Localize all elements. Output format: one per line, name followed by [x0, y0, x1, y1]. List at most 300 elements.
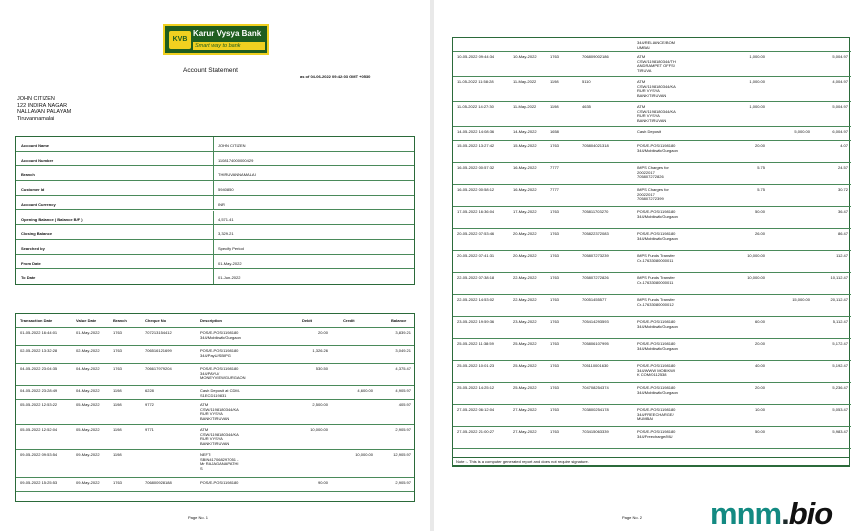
txn-balance: 5,112.47: [832, 319, 848, 324]
txn-description-line: Cr-17633080000012: [637, 301, 674, 307]
txn-description-line: RUR VYSYA: [200, 436, 223, 442]
txn-value-date: 04-May-2022: [76, 366, 100, 371]
txn-value-date: 27-May-2022: [513, 429, 537, 434]
bank-logo-abbr: KVB: [169, 31, 191, 49]
txn-description-line: CSW/1198180344/KA: [637, 108, 676, 114]
txn-balance: 5,004.97: [832, 104, 848, 109]
column-header: Transaction Date: [20, 318, 53, 323]
txn-cheque-no: 705110001630: [582, 363, 609, 368]
transaction-row: [453, 141, 851, 163]
txn-date: 09-05-2022 15:25:53: [20, 480, 58, 485]
txn-description-line: NEFT:: [200, 452, 212, 457]
txn-branch: 1198: [113, 427, 122, 432]
address-line: JOHN CITIZEN: [17, 96, 55, 102]
txn-branch: 7777: [550, 187, 559, 192]
txn-date: 22-05-2022 07:38:18: [457, 275, 495, 280]
txn-description-line: POS/E-POS/1198180: [200, 330, 239, 335]
txn-description-line: POS/E-POS/1198180: [637, 429, 676, 434]
statement-title: Account Statement: [183, 67, 238, 74]
txn-debit: 50.00: [754, 429, 765, 434]
transaction-row: [16, 478, 414, 492]
txn-description-line: BANK/TIRUVAN: [637, 117, 667, 123]
txn-cheque-no: 705807273239: [582, 253, 609, 258]
txn-value-date: 20-May-2022: [513, 253, 537, 258]
transaction-row: [453, 185, 851, 207]
txn-debit: 20.00: [754, 385, 765, 390]
txn-balance: 36.47: [837, 209, 848, 214]
txn-description-line: IMPS Funds Transfer: [637, 253, 675, 258]
txn-description-line: POS/E-POS/1198180: [637, 231, 676, 236]
page-number: Page No. 1: [188, 515, 209, 520]
txn-value-date: 23-May-2022: [513, 319, 537, 324]
txn-description-line: 344/Mobikwik/Gurgaon: [637, 235, 678, 241]
txn-cheque-no: 705414293593: [582, 319, 609, 324]
txn-credit: 15,000.00: [792, 297, 810, 302]
txn-balance: 5,053.47: [832, 407, 848, 412]
transaction-row: [16, 364, 414, 386]
txn-description-line: 344/Mobikwik/Gurgaon: [200, 334, 241, 340]
column-header: Debit: [302, 318, 312, 323]
txn-balance: 2,905.97: [395, 427, 411, 432]
txn-credit: 4,600.00: [357, 388, 373, 393]
bank-tagline: Smart way to bank: [193, 42, 265, 50]
transaction-row: [453, 317, 851, 339]
txn-branch: 7777: [550, 165, 559, 170]
txn-cheque-no: 70051455577: [582, 297, 607, 302]
bank-logo: [163, 24, 269, 55]
txn-value-date: 15-May-2022: [513, 143, 537, 148]
txn-date: 22-05-2022 14:53:02: [457, 297, 495, 302]
account-summary-row: [16, 240, 414, 255]
txn-branch: 1763: [550, 297, 559, 302]
txn-date: 11-05-2022 14:27:30: [457, 104, 494, 109]
summary-label: Account Currency: [21, 201, 56, 207]
txn-date: 04-05-2022 23:28:49: [20, 388, 58, 393]
txn-date: 09-05-2022 09:53:54: [20, 452, 58, 457]
txn-balance: 20,112.47: [830, 297, 848, 302]
txn-debit: 60.00: [754, 319, 765, 324]
txn-cheque-no: 706809002186: [582, 54, 609, 59]
txn-date: 02-05-2022 13:32:28: [20, 348, 58, 353]
txn-value-date: 10-May-2022: [513, 54, 537, 59]
txn-date: 15-05-2022 13:27:42: [457, 143, 495, 148]
txn-branch: 1198: [550, 104, 559, 109]
txn-balance: 3,049.21: [395, 348, 411, 353]
txn-debit: 1,326.26: [312, 348, 328, 353]
txn-description-line: IMPS Charges for: [637, 165, 669, 170]
column-header: Branch: [113, 318, 127, 323]
txn-description-line: MONEYVIEWGURGAON: [200, 375, 246, 381]
txn-cheque-no: 704708254374: [582, 385, 609, 390]
column-divider: [213, 166, 214, 180]
transaction-row: [453, 405, 851, 427]
txn-debit: 50.00: [754, 209, 765, 214]
txn-debit: 26.00: [754, 231, 765, 236]
txn-description-line: RUR VYSYA: [637, 88, 660, 94]
txn-description-line: ANDRAMPET OFFS/: [637, 63, 675, 69]
column-divider: [213, 196, 214, 210]
account-summary-row: [16, 152, 414, 167]
transaction-row: [453, 163, 851, 185]
txn-description-line: BANK/TIRUVAN: [200, 440, 230, 446]
txn-description-line: S1ECD119831: [200, 392, 227, 398]
address-line: NALLAVAN PALAYAM: [17, 109, 72, 115]
txn-description-line: POS/E-POS/1198180: [200, 348, 239, 353]
txn-date: 27-05-2022 21:00:27: [457, 429, 495, 434]
txn-date: 20-05-2022 07:53:46: [457, 231, 495, 236]
txn-cheque-no: 9771: [145, 427, 154, 432]
txn-description-line: 20022017: [637, 191, 655, 197]
txn-debit: 10.00: [754, 407, 765, 412]
txn-balance: 112.47: [836, 253, 848, 258]
transaction-row: [453, 38, 851, 52]
txn-description-line: 344/PAYU/: [200, 370, 220, 376]
txn-balance: 6,004.97: [832, 129, 848, 134]
txn-cheque-no: 707213154412: [145, 330, 172, 335]
summary-label: Account Name: [21, 143, 50, 148]
txn-branch: 1198: [113, 402, 122, 407]
column-header: Description: [200, 318, 223, 323]
txn-balance: 5,983.47: [832, 429, 848, 434]
txn-description-line: POS/E-POS/1198180: [637, 209, 676, 214]
txn-cheque-no: 4635: [582, 104, 591, 109]
summary-value: 1108174000000429: [218, 157, 254, 163]
txn-description-line: IMPS Funds Transfer: [637, 297, 675, 302]
txn-date: 23-05-2022 19:59:36: [457, 319, 495, 324]
transaction-row: [16, 346, 414, 364]
column-header: Credit: [343, 318, 355, 323]
transaction-row: [16, 450, 414, 478]
txn-cheque-no: 706617979204: [145, 366, 172, 371]
txn-value-date: 22-May-2022: [513, 297, 537, 302]
txn-value-date: 16-May-2022: [513, 187, 537, 192]
txn-branch: 1658: [550, 129, 559, 134]
txn-date: 25-05-2022 10:01:23: [457, 363, 495, 368]
txn-branch: 1763: [550, 341, 559, 346]
txn-value-date: 22-May-2022: [513, 275, 537, 280]
watermark-dot: .: [781, 496, 789, 531]
statement-as-of: as of 04-06-2022 09:42:03 GMT +0530: [300, 74, 371, 79]
address-line: Tiruvannamalai: [17, 115, 55, 122]
txn-balance: 5,236.47: [832, 385, 848, 390]
txn-description-line: Cr-17633080000011: [637, 257, 674, 263]
txn-description-line: 705807272826: [637, 174, 664, 180]
txn-balance: 5,192.47: [832, 363, 848, 368]
txn-description-line: IMPS Funds Transfer: [637, 275, 675, 280]
txn-branch: 1198: [113, 452, 122, 457]
txn-description-line: CSW/1198180344/TH: [637, 58, 676, 64]
summary-value: 01-May-2022: [218, 260, 242, 266]
account-summary-row: [16, 269, 414, 284]
txn-debit: 1,000.00: [749, 79, 765, 84]
txn-debit: 5.75: [757, 165, 765, 170]
txn-description-line: 705807272399: [637, 196, 664, 202]
txn-value-date: 02-May-2022: [76, 348, 100, 353]
txn-balance: 4.07: [840, 143, 848, 148]
address-line: 122 INDIRA NAGAR: [17, 102, 68, 109]
summary-value: INR: [218, 201, 225, 207]
txn-description-line: ATM: [200, 402, 209, 407]
column-header: Cheque No: [145, 318, 167, 323]
txn-description-line: 344/Mobikwik/Gurgaon: [637, 389, 678, 395]
txn-cheque-no: 705811703270: [582, 209, 609, 214]
txn-date: 17-05-2022 16:36:04: [457, 209, 495, 214]
bank-name: Karur Vysya Bank: [193, 29, 262, 38]
txn-cheque-no: 705806107995: [582, 341, 609, 346]
txn-description-line: POS/E-POS/1198180: [637, 143, 676, 148]
txn-value-date: 05-May-2022: [76, 402, 100, 407]
txn-value-date: 11-May-2022: [513, 104, 537, 109]
transaction-row: [453, 102, 851, 127]
txn-description-line: MUMBAI: [637, 416, 653, 422]
txn-balance: 4,375.47: [395, 366, 411, 371]
txn-description-line: Mr RAJAGANAPATHI: [200, 461, 239, 467]
txn-balance: 3,839.21: [395, 330, 411, 335]
transaction-row: [453, 273, 851, 295]
summary-label: Searched by: [21, 245, 45, 251]
txn-value-date: 16-May-2022: [513, 165, 537, 170]
txn-date: 01-05-2022 16:44:01: [20, 330, 58, 335]
txn-balance: 5,004.97: [832, 54, 848, 59]
txn-description-line: RUR VYSYA: [637, 113, 660, 119]
transaction-row: [453, 52, 851, 77]
txn-branch: 1763: [550, 429, 559, 434]
account-summary-row: [16, 255, 414, 270]
summary-label: Branch: [21, 172, 35, 178]
txn-description-line: IMPS Charges for: [637, 187, 669, 192]
txn-description-line: 344/Freecharge/MU: [637, 433, 673, 439]
txn-branch: 1763: [550, 363, 559, 368]
txn-description-line: RUR VYSYA: [200, 411, 223, 417]
txn-branch: 1763: [550, 407, 559, 412]
transaction-row: [16, 425, 414, 450]
txn-branch: 1763: [550, 231, 559, 236]
txn-description-line: 344/Mobikwik/Gurgaon: [637, 345, 678, 351]
txn-value-date: 01-May-2022: [76, 330, 100, 335]
account-summary-table: [15, 136, 415, 285]
txn-description-line: CSW/1198180344/KA: [200, 431, 239, 437]
account-summary-row: [16, 211, 414, 226]
txn-date: 11-05-2022 11:58:28: [457, 79, 494, 84]
summary-label: Customer Id: [21, 187, 45, 193]
txn-cheque-no: 5110: [582, 79, 591, 84]
txn-description-line: POS/E-POS/1198180: [200, 480, 239, 485]
txn-description-line: 20022017: [637, 169, 655, 175]
transaction-row: [453, 251, 851, 273]
txn-description-line: ATM: [637, 79, 646, 84]
summary-value: 5940850: [218, 187, 234, 193]
transactions-table-page-1: [15, 313, 415, 502]
txn-value-date: 27-May-2022: [513, 407, 537, 412]
txn-description-line: Cr-17633080000011: [637, 279, 674, 285]
page-number: Page No. 2: [622, 515, 643, 520]
txn-date: 04-05-2022 23:04:35: [20, 366, 58, 371]
txn-credit: 10,000.00: [355, 452, 373, 457]
transaction-row: [453, 207, 851, 229]
txn-description-line: ATM: [200, 427, 209, 432]
txn-cheque-no: 6228: [145, 388, 154, 393]
watermark-part2: bio: [788, 496, 833, 531]
txn-branch: 1763: [113, 330, 122, 335]
column-divider: [213, 152, 214, 166]
txn-debit: 90.00: [317, 480, 328, 485]
txn-debit: 10,000.00: [747, 253, 765, 258]
txn-debit: 20.00: [317, 330, 328, 335]
column-divider: [213, 137, 214, 151]
txn-branch: 1763: [113, 348, 122, 353]
txn-credit: 5,000.00: [794, 129, 810, 134]
txn-description-line: POS/E-POS/1198180: [637, 319, 676, 324]
txn-value-date: 20-May-2022: [513, 231, 537, 236]
txn-description-line: 344/RELIANCE/BOM: [637, 40, 676, 45]
summary-value: 01-Jun-2022: [218, 275, 241, 281]
txn-date: 16-05-2022 00:57:32: [457, 165, 495, 170]
account-summary-row: [16, 166, 414, 181]
transaction-row: [453, 427, 851, 449]
summary-label: Closing Balance: [21, 231, 53, 237]
txn-cheque-no: 703415063339: [582, 429, 609, 434]
txn-description-line: Cash Deposit: [637, 129, 662, 134]
txn-description-line: S: [200, 465, 203, 471]
account-summary-row: [16, 225, 414, 240]
txn-description-line: ATM: [637, 54, 646, 59]
txn-balance: 10,112.47: [830, 275, 848, 280]
statement-page-1: [0, 0, 430, 531]
column-divider: [213, 181, 214, 195]
txn-description-line: Cash Deposit at CDM-: [200, 388, 241, 393]
account-summary-row: [16, 137, 414, 152]
txn-debit: 2,500.00: [312, 402, 328, 407]
txn-cheque-no: 705804021318: [582, 143, 609, 148]
txn-date: 05-05-2022 12:52:04: [20, 427, 58, 432]
summary-value: JOHN CITIZEN: [218, 143, 246, 148]
txn-debit: 20.00: [754, 143, 765, 148]
txn-value-date: 25-May-2022: [513, 385, 537, 390]
txn-date: 05-05-2022 12:53:22: [20, 402, 58, 407]
txn-date: 16-05-2022 00:58:12: [457, 187, 495, 192]
txn-balance: 24.57: [837, 165, 848, 170]
column-header: Balance: [391, 318, 407, 323]
txn-branch: 1198: [113, 388, 122, 393]
txn-balance: 86.47: [837, 231, 848, 236]
txn-description-line: UMBAI: [637, 44, 650, 50]
account-summary-row: [16, 196, 414, 211]
txn-date: 20-05-2022 07:41:31: [457, 253, 495, 258]
statement-page-2: [434, 0, 863, 531]
transaction-row: [453, 361, 851, 383]
txn-debit: 1,000.00: [749, 54, 765, 59]
customer-address: [17, 96, 71, 122]
watermark-part1: mnm: [710, 496, 782, 531]
txn-description-line: POS/E-POS/1198180: [637, 385, 676, 390]
txn-description-line: 344/Mobikwik/Gurgaon: [637, 213, 678, 219]
txn-cheque-no: 705807272826: [582, 275, 609, 280]
txn-balance: 12,905.97: [393, 452, 411, 457]
txn-date: 14-05-2022 14:08:36: [457, 129, 495, 134]
txn-value-date: 09-May-2022: [76, 452, 100, 457]
txn-description-line: TIRUVA: [637, 67, 652, 73]
txn-branch: 1763: [550, 385, 559, 390]
txn-description-line: CSW/1198180344/KA: [637, 83, 676, 89]
column-divider: [213, 225, 214, 239]
txn-value-date: 05-May-2022: [76, 427, 100, 432]
txn-branch: 1763: [550, 209, 559, 214]
txn-balance: 5,172.47: [832, 341, 848, 346]
column-divider: [213, 240, 214, 254]
transaction-row: [16, 386, 414, 400]
summary-value: 4,571.41: [218, 216, 234, 222]
txn-cheque-no: 706800928188: [145, 480, 172, 485]
transaction-row: [453, 295, 851, 317]
txn-description-line: POS/E-POS/1198180: [637, 363, 676, 368]
transaction-row: [453, 339, 851, 361]
summary-label: Account Number: [21, 157, 54, 163]
txn-cheque-no: 9772: [145, 402, 154, 407]
txn-balance: 2,905.97: [395, 480, 411, 485]
txn-balance: 4,905.97: [395, 388, 411, 393]
txn-debit: 5.75: [757, 187, 765, 192]
txn-value-date: 11-May-2022: [513, 79, 537, 84]
txn-debit: 20.00: [754, 341, 765, 346]
transaction-row: [453, 383, 851, 405]
txn-description-line: 344/Mobikwik/Gurgaon: [637, 147, 678, 153]
txn-branch: 1763: [550, 143, 559, 148]
txn-balance: 405.97: [398, 402, 411, 407]
txn-debit: 10,000.00: [310, 427, 328, 432]
txn-date: 25-05-2022 14:25:12: [457, 385, 495, 390]
txn-balance: 30.72: [837, 187, 848, 192]
summary-label: To Date: [21, 275, 36, 281]
txn-description-line: 344/WWW MOBIKWI: [637, 367, 675, 373]
txn-value-date: 14-May-2022: [513, 129, 537, 134]
txn-date: 25-05-2022 11:38:59: [457, 341, 494, 346]
watermark: [710, 496, 832, 531]
txn-debit: 10,000.00: [747, 275, 765, 280]
summary-value: Specify Period: [218, 245, 244, 251]
account-summary-row: [16, 181, 414, 196]
txn-description-line: BANK/TIRUVAN: [637, 92, 667, 98]
txn-description-line: ATM: [637, 104, 646, 109]
txn-branch: 1763: [113, 480, 122, 485]
txn-description-line: K COM/0112538: [637, 372, 667, 378]
summary-label: From Date: [21, 260, 41, 266]
column-divider: [213, 269, 214, 284]
txn-branch: 1763: [113, 366, 122, 371]
transaction-row: [453, 127, 851, 141]
transaction-row: [16, 400, 414, 425]
txn-branch: 1763: [550, 319, 559, 324]
column-divider: [213, 211, 214, 225]
table-header-row: [16, 314, 414, 328]
txn-value-date: 25-May-2022: [513, 341, 537, 346]
summary-value: THIRUVANNAMALAI: [218, 172, 256, 178]
txn-date: 10-05-2022 09:44:34: [457, 54, 495, 59]
summary-label: Opening Balance ( Balance B/F ): [21, 216, 83, 222]
txn-balance: 4,004.97: [832, 79, 848, 84]
txn-description-line: POS/E-POS/1198180: [200, 366, 239, 371]
txn-cheque-no: 705822372083: [582, 231, 609, 236]
txn-description-line: BANK/TIRUVAN: [200, 415, 230, 421]
txn-cheque-no: 706516121699: [145, 348, 172, 353]
txn-description-line: POS/E-POS/1198180: [637, 341, 676, 346]
txn-debit: 530.50: [315, 366, 328, 371]
txn-description-line: SBIN417068297051 -: [200, 456, 239, 462]
summary-value: 3,329.21: [218, 231, 234, 237]
txn-value-date: 09-May-2022: [76, 480, 100, 485]
statement-note: Note :- This is a computer generated report and does not require signature.: [452, 457, 850, 467]
txn-cheque-no: 703800254178: [582, 407, 609, 412]
txn-debit: 40.00: [754, 363, 765, 368]
